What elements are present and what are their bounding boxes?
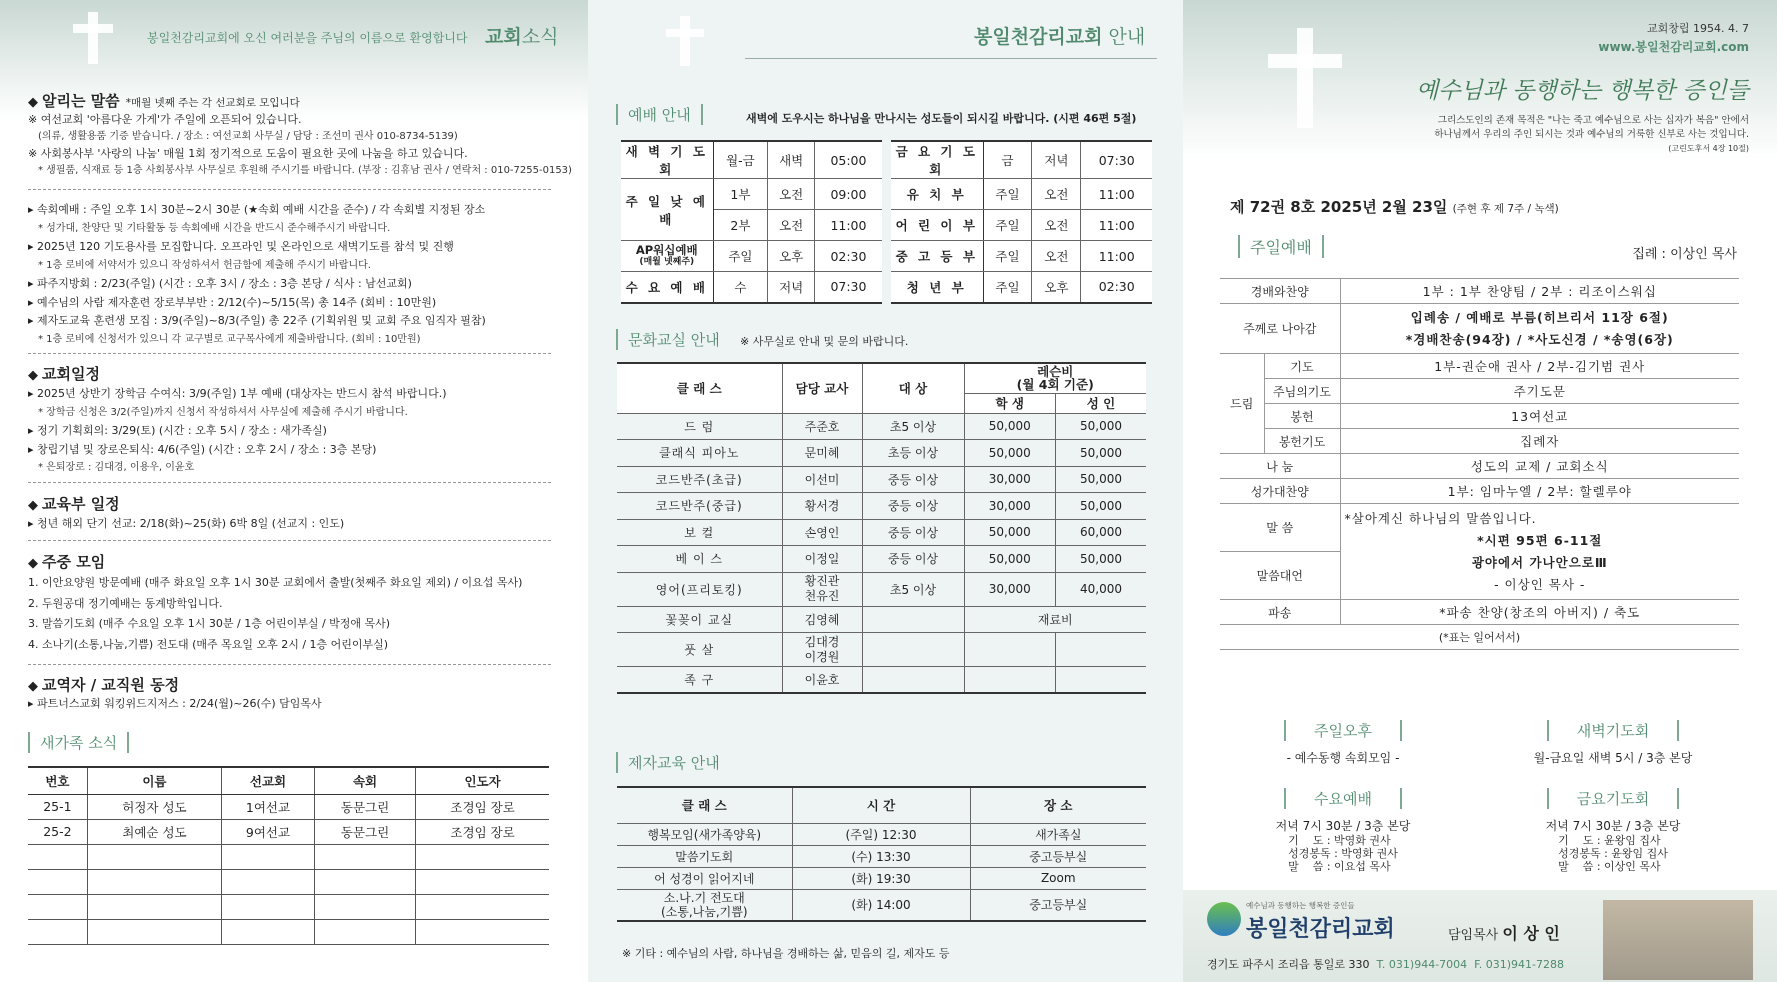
table-cell bbox=[314, 844, 415, 869]
order-label: 주님의기도 bbox=[1264, 379, 1340, 404]
order-label: 나 눔 bbox=[1220, 454, 1340, 479]
table-cell: 05:00 bbox=[814, 141, 882, 179]
table-cell: 1부 bbox=[713, 179, 768, 210]
order-value: 13여선교 bbox=[1340, 404, 1739, 429]
table-cell: 40,000 bbox=[1056, 572, 1146, 606]
table-cell: 07:30 bbox=[814, 272, 882, 303]
pastor: 담임목사 이 상 인 bbox=[1448, 924, 1560, 943]
list-item: ▸ 2025년 상반기 장학금 수여식: 3/9(주일) 1부 예배 (대상자는 반드시 참석 바랍니다.) bbox=[28, 387, 447, 400]
cross-icon bbox=[1268, 54, 1342, 68]
table-cell: 저녁 bbox=[768, 272, 815, 303]
column-header: 번호 bbox=[28, 767, 87, 794]
order-label: 말씀대언 bbox=[1220, 552, 1340, 600]
order-label: 주께로 나아감 bbox=[1220, 304, 1340, 354]
table-row bbox=[28, 844, 549, 869]
table-cell: 09:00 bbox=[814, 179, 882, 210]
newcomer-table bbox=[28, 766, 549, 945]
table-cell: 최예순 성도 bbox=[87, 819, 221, 844]
table-cell bbox=[28, 894, 87, 919]
table-cell: 문미혜 bbox=[782, 440, 862, 467]
address: 경기도 파주시 조리읍 통일로 330 T. 031)944-7004 F. 031)941-7288 bbox=[1207, 958, 1564, 971]
table-cell bbox=[314, 869, 415, 894]
table-cell: 초5 이상 bbox=[862, 572, 964, 606]
list-item: (의류, 생활용품 기증 받습니다. / 장소 : 여선교회 사무실 / 담당 : 조선미 권사 010-8734-5139) bbox=[38, 131, 458, 142]
table-cell: 이선미 bbox=[782, 466, 862, 493]
table-cell: 영어(프리토킹) bbox=[617, 572, 782, 606]
table-cell bbox=[222, 844, 315, 869]
order-value: 집례자 bbox=[1340, 429, 1739, 454]
worship-table-left bbox=[621, 140, 882, 304]
service-name: 유 치 부 bbox=[891, 179, 983, 210]
order-value: 1부 : 1부 찬양팀 / 2부 : 리조이스워십 bbox=[1340, 279, 1739, 304]
table-cell: 50,000 bbox=[964, 440, 1056, 467]
table-row bbox=[617, 546, 1146, 573]
table-cell bbox=[87, 844, 221, 869]
table-cell bbox=[28, 869, 87, 894]
order-value: 1부: 임마누엘 / 2부: 할렐루야 bbox=[1340, 479, 1739, 504]
title-rule bbox=[745, 58, 1157, 59]
table-cell: 드 럼 bbox=[617, 413, 782, 440]
founded-date: 교회창립 1954. 4. 7 bbox=[1647, 22, 1749, 35]
table-cell: 중고등부실 bbox=[970, 845, 1146, 867]
table-cell: 02:30 bbox=[1081, 272, 1152, 303]
list-item: ▸ 파주지방회 : 2/23(주일) (시간 : 오후 3시 / 장소 : 3층 본당 / 식사 : 남선교회) bbox=[28, 277, 412, 290]
table-cell: 11:00 bbox=[1081, 210, 1152, 241]
table-cell bbox=[87, 919, 221, 944]
list-item: * 성가대, 찬양단 및 기타활동 등 속회예배 시간을 반드시 준수해주시기 바랍니다. bbox=[38, 222, 391, 234]
table-cell bbox=[416, 894, 549, 919]
table-cell bbox=[964, 633, 1056, 667]
culture-table bbox=[617, 362, 1146, 694]
table-cell bbox=[1056, 667, 1146, 694]
col-teacher: 담당 교사 bbox=[782, 363, 862, 413]
col-target: 대 상 bbox=[862, 363, 964, 413]
table-cell: 30,000 bbox=[964, 466, 1056, 493]
church-name: 봉일천감리교회 bbox=[1246, 917, 1395, 942]
order-label: 파송 bbox=[1220, 600, 1340, 625]
table-cell: 1여선교 bbox=[222, 794, 315, 819]
table-cell: 꽃꽂이 교실 bbox=[617, 606, 782, 633]
table-cell: 이정일 bbox=[782, 546, 862, 573]
table-cell: 코드반주(중급) bbox=[617, 493, 782, 520]
table-cell bbox=[862, 633, 964, 667]
table-cell bbox=[416, 919, 549, 944]
table-cell bbox=[964, 667, 1056, 694]
table-cell: 50,000 bbox=[1056, 466, 1146, 493]
table-row bbox=[891, 241, 1152, 272]
table-row bbox=[891, 141, 1152, 179]
service-name: 중 고 등 부 bbox=[891, 241, 983, 272]
dawn-box: 새벽기도회 월-금요일 새벽 5시 / 3층 본당 bbox=[1533, 722, 1693, 765]
table-cell: 30,000 bbox=[964, 572, 1056, 606]
order-value: 입례송 / 예배로 부름(히브리서 11장 6절) *경배찬송(94장) / *사도신경 / *송영(6장) bbox=[1340, 304, 1739, 354]
column-header: 장 소 bbox=[970, 787, 1146, 823]
table-cell bbox=[28, 919, 87, 944]
table-cell: 수 bbox=[713, 272, 768, 303]
wednesday-box: 수요예배 저녁 7시 30분 / 3층 본당 기 도 : 박영화 권사 성경봉독 : 박영화 권사 말 씀 : 이요섭 목사 bbox=[1275, 790, 1411, 873]
table-cell bbox=[314, 894, 415, 919]
website-link[interactable]: www.봉일천감리교회.com bbox=[1598, 40, 1749, 54]
table-cell: 07:30 bbox=[1081, 141, 1152, 179]
table-cell: (주일) 12:30 bbox=[792, 823, 970, 845]
list-item: ▸ 속회예배 : 주일 오후 1시 30분~2시 30분 (★속회 예배 시간을 준수) / 각 속회별 지정된 장소 bbox=[28, 203, 486, 216]
table-cell: 저녁 bbox=[1032, 141, 1081, 179]
table-cell bbox=[862, 667, 964, 694]
table-cell: 초등 이상 bbox=[862, 440, 964, 467]
table-cell: 김영혜 bbox=[782, 606, 862, 633]
panel-title: 봉일천감리교회 안내 bbox=[974, 26, 1146, 48]
column-header: 이름 bbox=[87, 767, 221, 794]
table-cell: (화) 19:30 bbox=[792, 867, 970, 889]
table-cell: 중고등부실 bbox=[970, 889, 1146, 921]
table-cell: (수) 13:30 bbox=[792, 845, 970, 867]
table-cell: 주일 bbox=[983, 272, 1032, 303]
table-cell: 오전 bbox=[1032, 241, 1081, 272]
table-cell: 중등 이상 bbox=[862, 519, 964, 546]
schedule-heading: ◆ 교회일정 bbox=[28, 365, 100, 383]
list-item: ▸ 2025년 120 기도용사를 모집합니다. 오프라인 및 온라인으로 새벽기도를 참석 및 진행 bbox=[28, 240, 454, 253]
col-student: 학 생 bbox=[964, 393, 1056, 413]
list-item: * 장학금 신청은 3/2(주일)까지 신청서 작성하셔서 사무실에 제출해 주시기 바랍니다. bbox=[38, 406, 408, 418]
table-cell bbox=[862, 606, 964, 633]
church-logo-icon bbox=[1207, 902, 1241, 936]
table-cell: 행복모임(새가족양육) bbox=[617, 823, 792, 845]
list-item: 2. 두원공대 정기예배는 동계방학입니다. bbox=[28, 596, 223, 610]
list-item: ※ 사회봉사부 '사랑의 나눔' 매월 1회 정기적으로 도움이 필요한 곳에 나눔을 하고 있습니다. bbox=[28, 147, 468, 160]
table-row bbox=[617, 867, 1146, 889]
table-row bbox=[621, 141, 882, 179]
list-item: 3. 말씀기도회 (매주 수요일 오후 1시 30분 / 1층 어린이부실 / 박정애 목사) bbox=[28, 617, 391, 630]
list-item: * 1층 로비에 신청서가 있으니 각 교구별로 교구목사에게 제출바랍니다. (회비 : 10만원) bbox=[38, 333, 421, 345]
table-cell: 손영인 bbox=[782, 519, 862, 546]
worship-table-right bbox=[891, 140, 1152, 304]
column-header: 선교회 bbox=[222, 767, 315, 794]
table-row bbox=[617, 845, 1146, 867]
table-cell bbox=[314, 919, 415, 944]
table-cell: 소.나.기 전도대 (소통,나눔,기쁨) bbox=[617, 889, 792, 921]
table-cell: 새가족실 bbox=[970, 823, 1146, 845]
table-row bbox=[28, 819, 549, 844]
table-cell bbox=[416, 844, 549, 869]
logo-tagline: 예수님과 동행하는 행복한 증인들 bbox=[1246, 901, 1355, 910]
table-cell: 황서경 bbox=[782, 493, 862, 520]
cross-icon bbox=[73, 24, 113, 33]
table-cell: 월-금 bbox=[713, 141, 768, 179]
table-cell: 이윤호 bbox=[782, 667, 862, 694]
table-cell: 동문그린 bbox=[314, 819, 415, 844]
service-name: 어 린 이 부 bbox=[891, 210, 983, 241]
table-cell: 중등 이상 bbox=[862, 466, 964, 493]
col-class: 클 래 스 bbox=[617, 363, 782, 413]
list-item: * 은퇴장로 : 김대경, 이용우, 이윤호 bbox=[38, 462, 195, 473]
service-name: 금 요 기 도 회 bbox=[891, 141, 983, 179]
order-label: 봉헌기도 bbox=[1264, 429, 1340, 454]
guide-panel bbox=[588, 0, 1183, 982]
table-cell: 주일 bbox=[713, 241, 768, 272]
table-cell: 오전 bbox=[1032, 179, 1081, 210]
staff-heading: ◆ 교역자 / 교직원 동정 bbox=[28, 676, 180, 694]
list-item: ▸ 예수님의 사람 제자훈련 장로부부반 : 2/12(수)~5/15(목) 총 14주 (회비 : 10만원) bbox=[28, 295, 437, 309]
service-name: 주 일 낮 예 배 bbox=[621, 179, 713, 241]
table-cell: 족 구 bbox=[617, 667, 782, 694]
list-item: * 1층 로비에 서약서가 있으니 작성하셔서 헌금함에 제출해 주시기 바랍니다. bbox=[38, 259, 371, 271]
list-item: * 생필품, 식재료 등 1층 사회봉사부 사무실로 후원해 주시기를 바랍니다. (부장 : 김휴남 권사 / 연락처 : 010-7255-0153) bbox=[38, 165, 572, 176]
cross-icon bbox=[666, 29, 704, 37]
table-cell bbox=[28, 844, 87, 869]
table-cell bbox=[1056, 633, 1146, 667]
table-row bbox=[621, 179, 882, 210]
table-cell: 02:30 bbox=[814, 241, 882, 272]
table-cell: 황진관 천유진 bbox=[782, 572, 862, 606]
table-cell bbox=[416, 869, 549, 894]
table-cell: 초5 이상 bbox=[862, 413, 964, 440]
announce-heading: ◆ 알리는 말씀 *매월 넷째 주는 각 선교회로 모입니다 bbox=[28, 92, 300, 110]
cross-icon bbox=[88, 12, 98, 64]
table-cell: Zoom bbox=[970, 867, 1146, 889]
col-adult: 성 인 bbox=[1056, 393, 1146, 413]
table-cell: 50,000 bbox=[1056, 493, 1146, 520]
table-row bbox=[621, 241, 882, 272]
order-value: *살아계신 하나님의 말씀입니다. *시편 95편 6-11절 광야에서 가나안으로Ⅲ - 이상인 목사 - bbox=[1340, 504, 1739, 600]
table-cell: 오후 bbox=[1032, 272, 1081, 303]
table-cell: 오전 bbox=[768, 179, 815, 210]
column-header: 속회 bbox=[314, 767, 415, 794]
table-row bbox=[617, 823, 1146, 845]
table-cell: 주일 bbox=[983, 241, 1032, 272]
table-row bbox=[617, 606, 1146, 633]
worship-panel bbox=[1183, 0, 1777, 982]
divider bbox=[28, 664, 551, 665]
table-cell bbox=[222, 919, 315, 944]
table-cell: 베 이 스 bbox=[617, 546, 782, 573]
list-item: ▸ 파트너스교회 워킹위드지저스 : 2/24(월)~26(수) 담임목사 bbox=[28, 697, 322, 710]
table-row bbox=[617, 667, 1146, 694]
order-label: 경배와찬양 bbox=[1220, 279, 1340, 304]
col-fee: 레슨비 (월 4회 기준) bbox=[964, 363, 1146, 393]
table-cell: 50,000 bbox=[964, 519, 1056, 546]
column-header: 시 간 bbox=[792, 787, 970, 823]
table-cell: 말씀기도회 bbox=[617, 845, 792, 867]
worship-note: 새벽에 도우시는 하나님을 만나시는 성도들이 되시길 바랍니다. (시편 46편 5절) bbox=[746, 112, 1137, 125]
table-cell: 11:00 bbox=[814, 210, 882, 241]
table-row bbox=[617, 466, 1146, 493]
table-row bbox=[891, 272, 1152, 303]
table-cell: 오전 bbox=[1032, 210, 1081, 241]
table-row bbox=[621, 272, 882, 303]
disciple-heading: 제자교육 안내 bbox=[616, 752, 730, 773]
list-item: ▸ 청년 해외 단기 선교: 2/18(화)~25(화) 6박 8일 (선교지 : 인도) bbox=[28, 517, 345, 530]
list-item: ※ 여선교회 '아름다운 가게'가 주일에 오픈되어 있습니다. bbox=[28, 113, 302, 126]
table-cell: 코드반주(초급) bbox=[617, 466, 782, 493]
list-item: 4. 소나기(소통,나눔,기쁨) 전도대 (매주 목요일 오후 2시 / 1층 어린이부실) bbox=[28, 637, 389, 651]
culture-note: ※ 사무실로 안내 및 문의 바랍니다. bbox=[740, 335, 909, 348]
order-value: 1부-권순애 권사 / 2부-김기범 권사 bbox=[1340, 354, 1739, 379]
table-cell: 조경임 장로 bbox=[416, 819, 549, 844]
order-value: 성도의 교제 / 교회소식 bbox=[1340, 454, 1739, 479]
service-name: 수 요 예 배 bbox=[621, 272, 713, 303]
news-panel bbox=[0, 0, 588, 982]
table-cell: 풋 살 bbox=[617, 633, 782, 667]
table-cell: 조경임 장로 bbox=[416, 794, 549, 819]
disciple-footnote: ※ 기타 : 예수님의 사람, 하나님을 경배하는 삶, 믿음의 길, 제자도 등 bbox=[622, 947, 950, 960]
order-of-service bbox=[1220, 278, 1739, 650]
table-cell bbox=[87, 894, 221, 919]
table-row bbox=[617, 889, 1146, 921]
table-row bbox=[28, 794, 549, 819]
table-row bbox=[28, 894, 549, 919]
welcome-text: 봉일천감리교회에 오신 여러분을 주님의 이름으로 환영합니다 bbox=[147, 31, 468, 45]
divider bbox=[28, 540, 551, 541]
afternoon-box: 주일오후 - 예수동행 속회모임 - bbox=[1223, 720, 1463, 766]
newcomer-heading: 새가족 소식 bbox=[28, 732, 129, 753]
list-item: ▸ 정기 기획회의: 3/29(토) (시간 : 오후 5시 / 장소 : 새가족실) bbox=[28, 424, 327, 437]
order-label: 말 씀 bbox=[1220, 504, 1340, 552]
service-name: AP워십예배 (매월 넷째주) bbox=[621, 241, 713, 272]
friday-box: 금요기도회 저녁 7시 30분 / 3층 본당 기 도 : 윤왕임 집사 성경봉독 : 윤왕임 집사 말 씀 : 이상인 목사 bbox=[1545, 790, 1681, 873]
table-cell: 오전 bbox=[768, 210, 815, 241]
table-row bbox=[28, 869, 549, 894]
table-row bbox=[617, 493, 1146, 520]
table-cell: 클래식 피아노 bbox=[617, 440, 782, 467]
table-cell: 주준호 bbox=[782, 413, 862, 440]
column-header: 클 래 스 bbox=[617, 787, 792, 823]
table-cell: 50,000 bbox=[1056, 440, 1146, 467]
divider bbox=[28, 189, 551, 190]
culture-heading: 문화교실 안내 bbox=[616, 329, 730, 350]
service-name: 새 벽 기 도 회 bbox=[621, 141, 713, 179]
table-cell: 김대경 이경원 bbox=[782, 633, 862, 667]
table-cell: 2부 bbox=[713, 210, 768, 241]
order-label: 봉헌 bbox=[1264, 404, 1340, 429]
table-cell: 동문그린 bbox=[314, 794, 415, 819]
table-cell bbox=[222, 869, 315, 894]
sunday-heading: 주일예배 bbox=[1238, 235, 1324, 258]
weekday-heading: ◆ 주중 모임 bbox=[28, 553, 106, 571]
order-label: 성가대찬양 bbox=[1220, 479, 1340, 504]
table-row bbox=[617, 572, 1146, 606]
table-cell: 중등 이상 bbox=[862, 546, 964, 573]
order-label: 드림 bbox=[1220, 354, 1264, 454]
presider: 집례 : 이상인 목사 bbox=[1632, 247, 1737, 262]
table-cell: (화) 14:00 bbox=[792, 889, 970, 921]
table-cell: 어 성경이 읽어지네 bbox=[617, 867, 792, 889]
issue-info: 제 72권 8호 2025년 2월 23일 (주현 후 제 7주 / 녹색) bbox=[1230, 198, 1559, 216]
table-cell: 50,000 bbox=[1056, 546, 1146, 573]
table-cell: 9여선교 bbox=[222, 819, 315, 844]
order-value: 주기도문 bbox=[1340, 379, 1739, 404]
table-cell: 주일 bbox=[983, 179, 1032, 210]
table-cell: 11:00 bbox=[1081, 241, 1152, 272]
table-row bbox=[891, 179, 1152, 210]
worship-heading: 예배 안내 bbox=[616, 104, 703, 125]
divider bbox=[28, 482, 551, 483]
service-name: 청 년 부 bbox=[891, 272, 983, 303]
table-cell: 오후 bbox=[768, 241, 815, 272]
cross-icon bbox=[1297, 28, 1313, 128]
table-row bbox=[891, 210, 1152, 241]
table-cell: 60,000 bbox=[1056, 519, 1146, 546]
table-row bbox=[28, 919, 549, 944]
table-cell bbox=[87, 869, 221, 894]
table-cell: 주일 bbox=[983, 210, 1032, 241]
table-cell: 중등 이상 bbox=[862, 493, 964, 520]
table-cell: 30,000 bbox=[964, 493, 1056, 520]
disciple-table bbox=[617, 786, 1146, 922]
table-cell bbox=[222, 894, 315, 919]
slogan: 예수님과 동행하는 행복한 증인들 bbox=[1416, 78, 1749, 104]
table-cell: 새벽 bbox=[768, 141, 815, 179]
list-item: ▸ 창립기념 및 장로은퇴식: 4/6(주일) (시간 : 오후 2시 / 장소 : 3층 본당) bbox=[28, 442, 377, 456]
table-cell: 보 컬 bbox=[617, 519, 782, 546]
list-item: ▸ 제자도교육 훈련생 모집 : 3/9(주일)~8/3(주일) 총 22주 (기획위원 및 교회 주요 임직자 필참) bbox=[28, 314, 486, 327]
divider bbox=[28, 353, 551, 354]
table-cell: 11:00 bbox=[1081, 179, 1152, 210]
panel-title: 교회소식 bbox=[485, 26, 559, 48]
column-header: 인도자 bbox=[416, 767, 549, 794]
table-cell: 허정자 성도 bbox=[87, 794, 221, 819]
order-value: *파송 찬양(창조의 아버지) / 축도 bbox=[1340, 600, 1739, 625]
education-heading: ◆ 교육부 일정 bbox=[28, 495, 120, 513]
church-footer bbox=[1183, 890, 1777, 982]
table-cell: 50,000 bbox=[964, 413, 1056, 440]
table-row bbox=[617, 519, 1146, 546]
intro-text: 그리스도인의 존재 목적은 "나는 죽고 예수님으로 사는 십자가 복음" 안에서 하나님께서 우리의 주인 되시는 것과 예수님의 거룩한 신부로 사는 것입니다. (고린도후서 4장 10절) bbox=[1434, 115, 1749, 153]
table-row bbox=[617, 413, 1146, 440]
table-cell: 금 bbox=[983, 141, 1032, 179]
table-row bbox=[617, 440, 1146, 467]
table-row bbox=[617, 633, 1146, 667]
order-label: 기도 bbox=[1264, 354, 1340, 379]
church-building-image bbox=[1603, 900, 1753, 980]
table-cell: 25-2 bbox=[28, 819, 87, 844]
table-cell: 50,000 bbox=[964, 546, 1056, 573]
table-cell: 재료비 bbox=[964, 606, 1146, 633]
order-note: (*표는 일어서서) bbox=[1220, 625, 1739, 650]
table-cell: 25-1 bbox=[28, 794, 87, 819]
list-item: 1. 이안요양원 방문예배 (매주 화요일 오후 1시 30분 교회에서 출발(첫째주 화요일 제외) / 이요섭 목사) bbox=[28, 576, 523, 589]
cross-icon bbox=[680, 16, 690, 66]
table-cell: 50,000 bbox=[1056, 413, 1146, 440]
